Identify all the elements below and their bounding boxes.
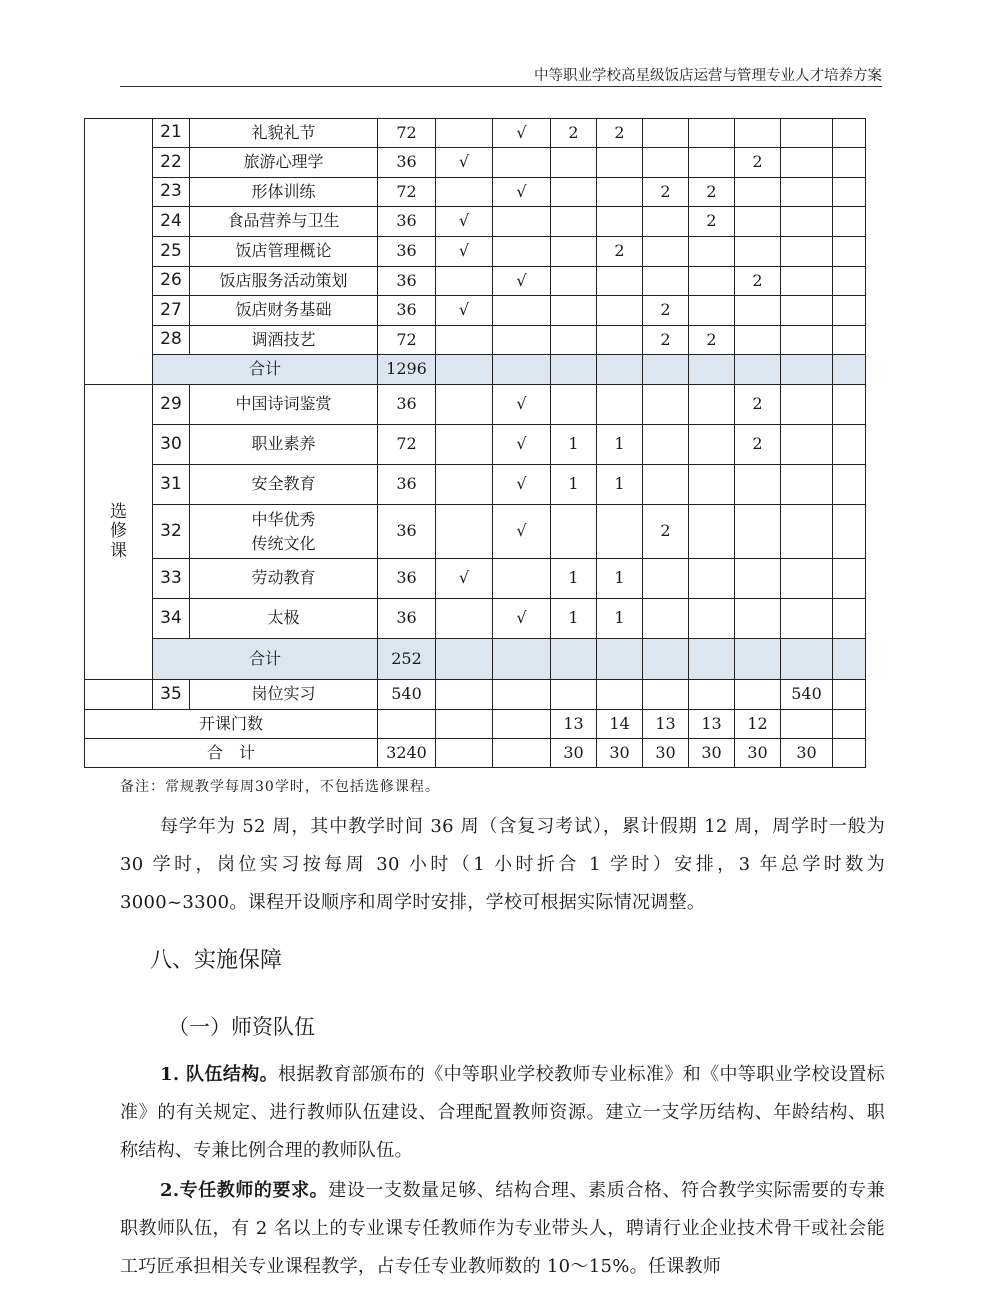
item-fulltime-teachers (120, 1172, 885, 1286)
semester-cell: 2 (643, 505, 689, 559)
empty-cell (781, 639, 833, 680)
semester-cell (735, 237, 781, 267)
semester-cell (597, 207, 643, 237)
empty-cell (833, 207, 866, 237)
semester-cell (689, 267, 735, 296)
check-cell (493, 296, 551, 326)
check-cell: √ (436, 148, 493, 178)
check-cell (436, 178, 493, 207)
item-title: 2.专任教师的要求。 (160, 1180, 329, 1201)
subtotal-hours: 252 (378, 639, 436, 680)
course-name: 职业素养 (190, 425, 378, 465)
check-cell: √ (493, 465, 551, 505)
check-cell (436, 425, 493, 465)
row-number: 35 (153, 680, 190, 710)
check-cell: √ (493, 178, 551, 207)
semester-cell (643, 425, 689, 465)
subsection-heading: （一）师资队伍 (168, 1015, 315, 1039)
semester-cell (689, 296, 735, 326)
empty-cell (833, 599, 866, 639)
table-note: 备注：常规教学每周30学时，不包括选修课程。 (120, 779, 440, 795)
table-row (85, 237, 866, 267)
semester-cell (735, 296, 781, 326)
semester-cell: 13 (551, 710, 597, 739)
empty-cell (436, 739, 493, 768)
check-cell (493, 326, 551, 355)
check-cell: √ (436, 559, 493, 599)
table-row (85, 385, 866, 425)
check-cell (436, 326, 493, 355)
hours-cell: 36 (378, 385, 436, 425)
semester-cell (781, 425, 833, 465)
course-name: 饭店管理概论 (190, 237, 378, 267)
semester-cell (781, 559, 833, 599)
semester-cell (689, 148, 735, 178)
row-number: 29 (153, 385, 190, 425)
semester-cell (551, 385, 597, 425)
course-count-row (85, 710, 866, 739)
empty-cell (781, 355, 833, 385)
check-cell: √ (436, 207, 493, 237)
internship-row (85, 680, 866, 710)
course-name-line: 传统文化 (251, 533, 316, 553)
empty-cell (833, 425, 866, 465)
check-cell: √ (493, 385, 551, 425)
hours-cell: 36 (378, 207, 436, 237)
semester-cell (689, 465, 735, 505)
empty-cell (493, 639, 551, 680)
check-cell: √ (436, 296, 493, 326)
hours-cell: 36 (378, 599, 436, 639)
semester-cell: 540 (781, 680, 833, 710)
item-title: 1. 队伍结构。 (160, 1064, 279, 1085)
empty-cell (833, 385, 866, 425)
empty-cell (833, 710, 866, 739)
check-cell (493, 207, 551, 237)
course-name: 饭店财务基础 (190, 296, 378, 326)
semester-cell (781, 119, 833, 148)
semester-cell (735, 119, 781, 148)
check-cell (436, 465, 493, 505)
hours-cell: 36 (378, 267, 436, 296)
item-text: 根据教育部颁布的《中等职业学校教师专业标准》和《中等职业学校设置标准》的有关规定、进行教师队伍建设、合理配置教师资源。建立一支学历结构、年龄结构、职称结构、专兼比例合理的教师队伍。 (120, 1064, 885, 1161)
empty-cell (833, 326, 866, 355)
subtotal-row (85, 355, 866, 385)
empty-cell (597, 639, 643, 680)
semester-cell (689, 559, 735, 599)
semester-cell: 30 (689, 739, 735, 768)
semester-cell: 2 (735, 148, 781, 178)
semester-cell: 1 (597, 465, 643, 505)
semester-cell: 2 (735, 385, 781, 425)
section-heading: 八、实施保障 (150, 948, 283, 973)
hours-cell: 36 (378, 148, 436, 178)
semester-cell (735, 178, 781, 207)
subtotal-label: 合计 (153, 355, 378, 385)
table-row (85, 119, 866, 148)
schedule-paragraph: 每学年为 52 周，其中教学时间 36 周（含复习考试），累计假期 12 周，周学时一般为 30 学时，岗位实习按每周 30 小时（1 小时折合 1 学时）安排，3 年总学时数为 3000~3300。课程开设顺序和周学时安排，学校可根据实际情况调整。 (120, 816, 885, 913)
empty-cell (551, 639, 597, 680)
semester-cell (551, 237, 597, 267)
empty-cell (551, 680, 597, 710)
semester-cell (735, 326, 781, 355)
semester-cell: 2 (643, 178, 689, 207)
semester-cell (597, 326, 643, 355)
semester-cell (597, 267, 643, 296)
hours-cell: 36 (378, 465, 436, 505)
empty-cell (833, 739, 866, 768)
semester-cell (551, 148, 597, 178)
empty-cell (689, 355, 735, 385)
semester-cell: 2 (597, 119, 643, 148)
empty-cell (833, 267, 866, 296)
table-row (85, 178, 866, 207)
semester-cell (781, 207, 833, 237)
semester-cell (643, 267, 689, 296)
table-row (85, 505, 866, 559)
course-name: 食品营养与卫生 (190, 207, 378, 237)
semester-cell: 30 (735, 739, 781, 768)
semester-cell (735, 505, 781, 559)
semester-cell (643, 465, 689, 505)
semester-cell (735, 465, 781, 505)
course-name: 中国诗词鉴赏 (190, 385, 378, 425)
semester-cell (597, 505, 643, 559)
check-cell: √ (493, 425, 551, 465)
course-count-label: 开课门数 (85, 710, 378, 739)
empty-cell (597, 355, 643, 385)
semester-cell: 12 (735, 710, 781, 739)
table-row (85, 148, 866, 178)
semester-cell: 2 (689, 178, 735, 207)
table-row (85, 207, 866, 237)
row-number: 31 (153, 465, 190, 505)
header-title: 中等职业学校高星级饭店运营与管理专业人才培养方案 (534, 68, 882, 84)
course-name-line: 中华优秀 (251, 509, 316, 529)
semester-cell: 1 (551, 425, 597, 465)
empty-cell (833, 505, 866, 559)
category-cell (85, 119, 153, 385)
semester-cell (643, 148, 689, 178)
category-char: 选 (110, 501, 127, 522)
course-name: 饭店服务活动策划 (190, 267, 378, 296)
check-cell (436, 119, 493, 148)
course-name: 形体训练 (190, 178, 378, 207)
item-text: 建设一支数量足够、结构合理、素质合格、符合教学实际需要的专兼职教师队伍，有 2 名以上的专业课专任教师作为专业带头人，聘请行业企业技术骨干或社会能工巧匠承担相关专业课程教学，占专任专业教师数的 10～15%。任课教师 (120, 1180, 886, 1277)
category-cell (85, 680, 153, 710)
semester-cell (781, 267, 833, 296)
hours-cell: 36 (378, 296, 436, 326)
empty-cell (689, 639, 735, 680)
hours-cell: 72 (378, 326, 436, 355)
semester-cell (551, 207, 597, 237)
empty-cell (493, 680, 551, 710)
semester-cell (551, 505, 597, 559)
empty-cell (689, 680, 735, 710)
semester-cell (643, 237, 689, 267)
check-cell: √ (493, 505, 551, 559)
course-name: 劳动教育 (190, 559, 378, 599)
empty-cell (833, 178, 866, 207)
semester-cell: 2 (597, 237, 643, 267)
semester-cell (643, 385, 689, 425)
semester-cell (597, 385, 643, 425)
course-name: 礼貌礼节 (190, 119, 378, 148)
table-row (85, 599, 866, 639)
empty-cell (597, 680, 643, 710)
row-number: 30 (153, 425, 190, 465)
row-number: 22 (153, 148, 190, 178)
empty-cell (643, 639, 689, 680)
check-cell: √ (493, 599, 551, 639)
empty-cell (833, 559, 866, 599)
semester-cell: 1 (551, 465, 597, 505)
course-name: 太极 (190, 599, 378, 639)
course-name: 安全教育 (190, 465, 378, 505)
empty-cell (833, 148, 866, 178)
semester-cell: 1 (551, 559, 597, 599)
empty-cell (493, 739, 551, 768)
empty-cell (643, 355, 689, 385)
empty-cell (833, 639, 866, 680)
semester-cell: 13 (643, 710, 689, 739)
empty-cell (833, 465, 866, 505)
semester-cell (689, 505, 735, 559)
row-number: 28 (153, 326, 190, 355)
hours-cell: 36 (378, 237, 436, 267)
hours-cell: 72 (378, 425, 436, 465)
semester-cell: 1 (597, 599, 643, 639)
empty-cell (436, 710, 493, 739)
check-cell (493, 148, 551, 178)
semester-cell (643, 207, 689, 237)
empty-cell (735, 639, 781, 680)
semester-cell (551, 267, 597, 296)
hours-cell: 72 (378, 119, 436, 148)
hours-cell: 72 (378, 178, 436, 207)
check-cell (436, 505, 493, 559)
subtotal-row (85, 639, 866, 680)
table-row (85, 559, 866, 599)
semester-cell (689, 237, 735, 267)
semester-cell: 30 (597, 739, 643, 768)
page-header (120, 62, 882, 87)
table-row (85, 425, 866, 465)
row-number: 24 (153, 207, 190, 237)
semester-cell (735, 599, 781, 639)
hours-cell: 36 (378, 505, 436, 559)
semester-cell (735, 559, 781, 599)
row-number: 32 (153, 505, 190, 559)
row-number: 23 (153, 178, 190, 207)
semester-cell: 2 (735, 425, 781, 465)
empty-cell (378, 710, 436, 739)
semester-cell: 30 (781, 739, 833, 768)
check-cell (436, 385, 493, 425)
empty-cell (833, 680, 866, 710)
semester-cell (597, 296, 643, 326)
semester-cell (781, 178, 833, 207)
semester-cell (781, 505, 833, 559)
empty-cell (436, 680, 493, 710)
check-cell (436, 599, 493, 639)
check-cell: √ (493, 267, 551, 296)
table-row (85, 326, 866, 355)
semester-cell (781, 465, 833, 505)
semester-cell (643, 599, 689, 639)
row-number: 25 (153, 237, 190, 267)
category-char: 修 (110, 521, 127, 542)
semester-cell: 14 (597, 710, 643, 739)
semester-cell: 1 (597, 559, 643, 599)
semester-cell: 2 (689, 326, 735, 355)
semester-cell: 30 (551, 739, 597, 768)
semester-cell (643, 119, 689, 148)
empty-cell (551, 355, 597, 385)
empty-cell (436, 355, 493, 385)
semester-cell: 1 (551, 599, 597, 639)
empty-cell (833, 296, 866, 326)
check-cell: √ (436, 237, 493, 267)
subtotal-hours: 1296 (378, 355, 436, 385)
semester-cell: 2 (643, 296, 689, 326)
semester-cell: 2 (689, 207, 735, 237)
semester-cell (643, 559, 689, 599)
semester-cell (551, 326, 597, 355)
semester-cell (551, 178, 597, 207)
empty-cell (493, 355, 551, 385)
category-char: 课 (110, 540, 127, 561)
total-row (85, 739, 866, 768)
course-schedule-table (84, 118, 866, 768)
semester-cell: 2 (735, 267, 781, 296)
course-name (190, 505, 378, 559)
total-label: 合 计 (85, 739, 378, 768)
total-hours: 3240 (378, 739, 436, 768)
empty-cell (436, 639, 493, 680)
semester-cell (689, 425, 735, 465)
empty-cell (493, 710, 551, 739)
category-cell-elective (85, 385, 153, 680)
semester-cell (781, 385, 833, 425)
semester-cell (781, 237, 833, 267)
check-cell: √ (493, 119, 551, 148)
semester-cell: 2 (551, 119, 597, 148)
semester-cell (781, 296, 833, 326)
semester-cell (597, 148, 643, 178)
course-name: 岗位实习 (190, 680, 378, 710)
empty-cell (735, 355, 781, 385)
semester-cell (781, 148, 833, 178)
semester-cell (781, 326, 833, 355)
item-team-structure (120, 1056, 885, 1170)
semester-cell: 13 (689, 710, 735, 739)
semester-cell: 1 (597, 425, 643, 465)
row-number: 21 (153, 119, 190, 148)
table-row (85, 267, 866, 296)
row-number: 34 (153, 599, 190, 639)
semester-cell: 30 (643, 739, 689, 768)
table-row (85, 296, 866, 326)
course-name: 调酒技艺 (190, 326, 378, 355)
row-number: 33 (153, 559, 190, 599)
hours-cell: 36 (378, 559, 436, 599)
empty-cell (643, 680, 689, 710)
semester-cell (735, 207, 781, 237)
check-cell (493, 559, 551, 599)
course-name: 旅游心理学 (190, 148, 378, 178)
semester-cell: 2 (643, 326, 689, 355)
semester-cell (689, 599, 735, 639)
semester-cell (689, 385, 735, 425)
semester-cell (689, 119, 735, 148)
empty-cell (833, 355, 866, 385)
empty-cell (735, 680, 781, 710)
empty-cell (833, 119, 866, 148)
check-cell (493, 237, 551, 267)
check-cell (436, 267, 493, 296)
empty-cell (781, 710, 833, 739)
row-number: 27 (153, 296, 190, 326)
subtotal-label: 合计 (153, 639, 378, 680)
table-row (85, 465, 866, 505)
semester-cell (781, 599, 833, 639)
hours-cell: 540 (378, 680, 436, 710)
row-number: 26 (153, 267, 190, 296)
semester-cell (551, 296, 597, 326)
empty-cell (833, 237, 866, 267)
semester-cell (597, 178, 643, 207)
